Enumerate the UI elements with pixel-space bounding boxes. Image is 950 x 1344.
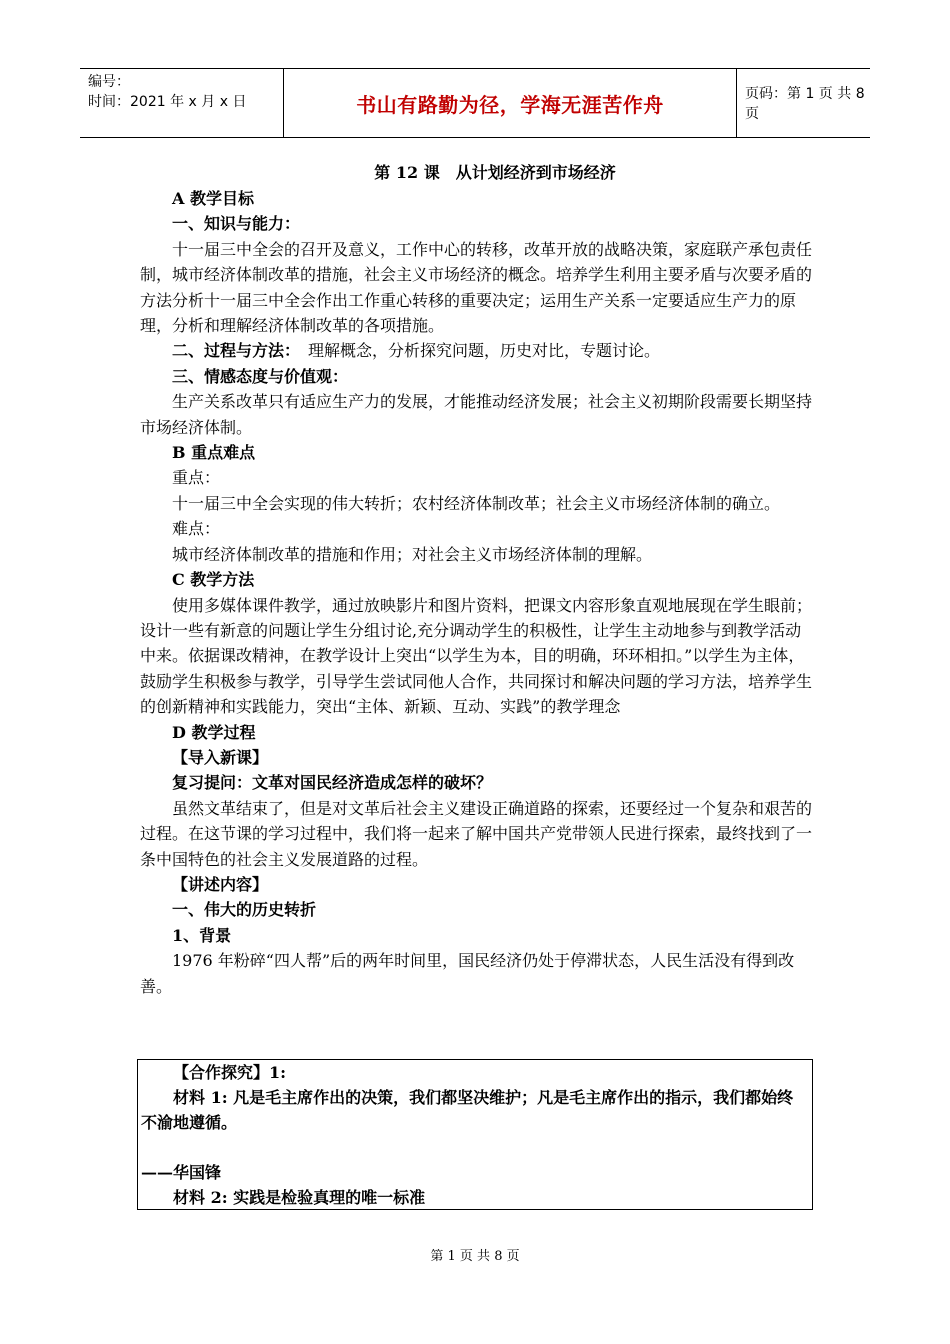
section-d-heading: D 教学过程 [172,722,256,742]
section-a2 [140,338,812,363]
section-d-text: 虽然文革结束了，但是对文革后社会主义建设正确道路的探索，还要经过一个复杂和艰苦的过程。在这节课的学习过程中，我们将一起来了解中国共产党带领人民进行探索，最终找到了一条中国特色的社会主义发展道路的过程。 [140,798,813,869]
blank-line [141,1135,809,1160]
motto: 书山有路勤为径，学海无涯苦作舟 [356,92,664,117]
section-d-intro: 【导入新课】 [172,747,269,767]
section-a2-heading: 二、过程与方法： [172,341,293,361]
section-d-background-text: 1976 年粉碎“四人帮”后的两年时间里，国民经济仍处于停滞状态，人民生活没有得到改善。 [140,951,795,996]
section-b-key-label: 重点： [172,468,221,488]
section-b-hard-label: 难点： [172,519,221,539]
section-b-heading: B 重点难点 [172,443,256,463]
section-a3-text: 生产关系改革只有适应生产力的发展，才能推动经济发展；社会主义初期阶段需要长期坚持市场经济体制。 [140,392,813,437]
material-1-source: ——华国锋 [141,1163,222,1182]
inquiry-box [137,1059,813,1210]
section-d-part1: 一、伟大的历史转折 [172,900,317,920]
section-d-background: 1、背景 [172,925,232,945]
section-d-review: 复习提问：文革对国民经济造成怎样的破坏？ [172,773,493,793]
section-a3-heading: 三、情感态度与价值观： [172,366,349,386]
material-2: 材料 2: 实践是检验真理的唯一标准 [173,1188,426,1207]
document-body [140,186,812,999]
section-a1-text: 十一届三中全会的召开及意义，工作中心的转移，改革开放的战略决策，家庭联产承包责任制，城市经济体制改革的措施，社会主义市场经济的概念。培养学生利用主要矛盾与次要矛盾的方法分析十一届三中全会作出工作重心转移的重要决定；运用生产关系一定要适应生产力的原理，分析和理解经济体制改革的各项措施。 [140,239,813,336]
section-a-heading: A 教学目标 [172,189,254,208]
page-footer: 第 1 页 共 8 页 [430,1249,520,1264]
section-b-hard-text: 城市经济体制改革的措施和作用；对社会主义市场经济体制的理解。 [172,544,653,564]
section-c-heading: C 教学方法 [172,570,255,590]
header-motto-cell [283,69,737,137]
section-a2-text: 理解概念，分析探究问题，历史对比，专题讨论。 [292,341,661,361]
page-title: 第 12 课 从计划经济到市场经济 [374,163,616,182]
date-label: 时间：2021 年 x 月 x 日 [88,94,247,110]
header-meta [80,69,283,137]
material-1: 材料 1: 凡是毛主席作出的决策，我们都坚决维护；凡是毛主席作出的指示，我们都始终不渝地遵循。 [141,1088,794,1132]
section-b-key-text: 十一届三中全会实现的伟大转折；农村经济体制改革；社会主义市场经济体制的确立。 [172,493,781,513]
page-info: 页码：第 1 页 共 8 页 [745,86,865,122]
header-table [80,68,870,138]
inquiry-heading: 【合作探究】1: [173,1063,287,1082]
section-d-lecture: 【讲述内容】 [172,874,269,894]
number-label: 编号： [88,74,130,90]
section-c-text: 使用多媒体课件教学，通过放映影片和图片资料，把课文内容形象直观地展现在学生眼前；设计一些有新意的问题让学生分组讨论,充分调动学生的积极性，让学生主动地参与到教学活动中来。依据课改精神，在教学设计上突出“以学生为本，目的明确，环环相扣。”以学生为主体，鼓励学生积极参与教学，引导学生尝试同他人合作，共同探讨和解决问题的学习方法，培养学生的创新精神和实践能力，突出“主体、新颖、互动、实践”的教学理念 [140,595,813,717]
section-a1-heading: 一、知识与能力： [172,214,301,234]
